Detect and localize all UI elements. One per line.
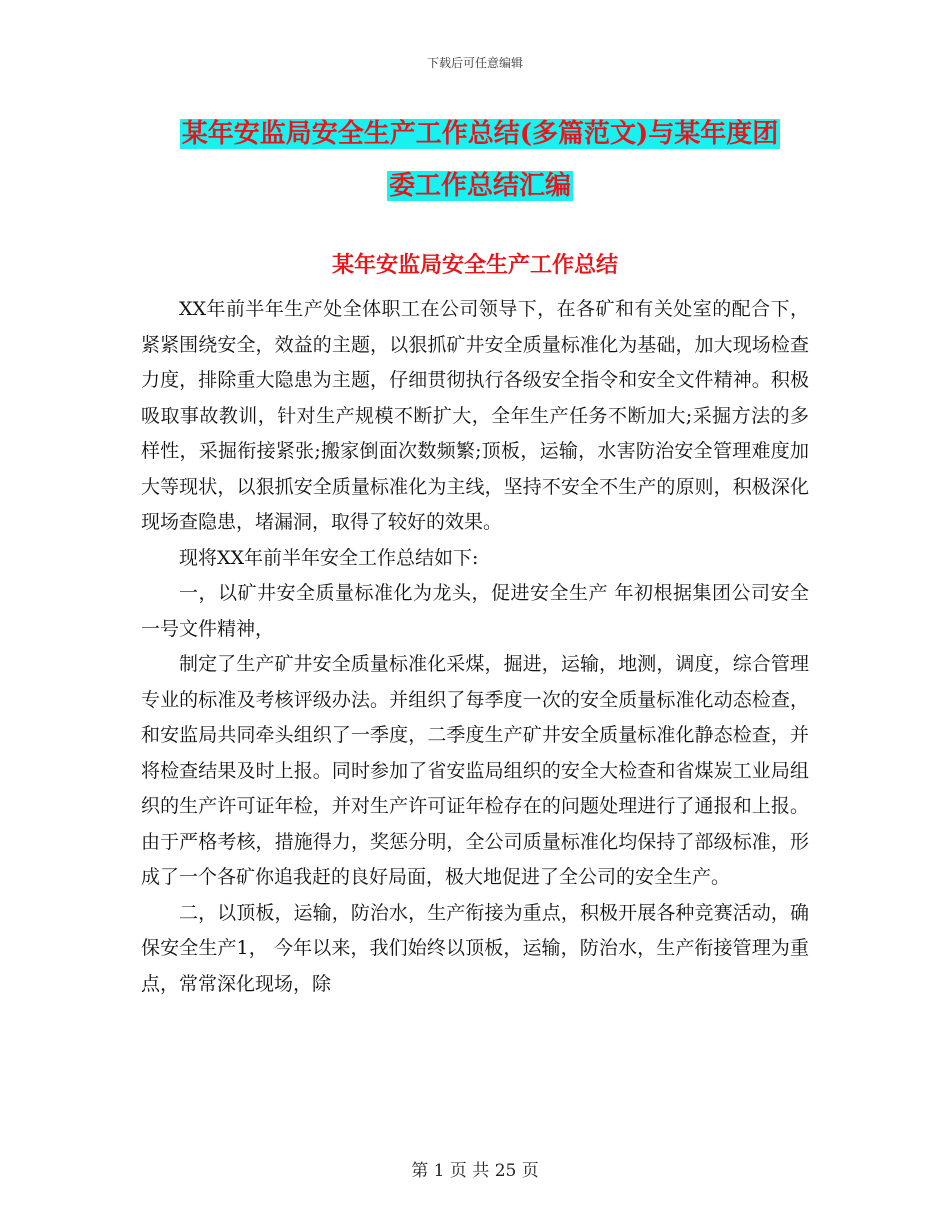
paragraph: XX年前半年生产处全体职工在公司领导下，在各矿和有关处室的配合下，紧紧围绕安全，效益的主题，以狠抓矿井安全质量标准化为基础，加大现场检查力度，排除重大隐患为主题，仔细贯彻执行各级安全指令和安全文件精神。积极吸取事故教训，针对生产规模不断扩大，全年生产任务不断加大;采掘方法的多样性，采掘衔接紧张;搬家倒面次数频繁;顶板，运输，水害防治安全管理难度加大等现状，以狠抓安全质量标准化为主线，坚持不安全不生产的原则，积极深化现场查隐患，堵漏洞，取得了较好的效果。 <box>141 298 809 533</box>
page-footer: 第 1 页 共 25 页 <box>411 1161 539 1181</box>
paragraph: 一，以矿井安全质量标准化为龙头，促进安全生产 年初根据集团公司安全一号文件精神， <box>141 582 809 640</box>
paragraph: 二，以顶板，运输，防治水，生产衔接为重点，积极开展各种竞赛活动，确保安全生产1， 今年以来，我们始终以顶板，运输，防治水，生产衔接管理为重点，常常深化现场，除 <box>141 901 809 995</box>
section-title: 某年安监局安全生产工作总结 <box>331 252 618 278</box>
paragraph: 制定了生产矿井安全质量标准化采煤，掘进，运输，地测，调度，综合管理专业的标准及考核评级办法。并组织了每季度一次的安全质量标准化动态检查，和安监局共同牵头组织了一季度，二季度生产矿井安全质量标准化静态检查，并将检查结果及时上报。同时参加了省安监局组织的安全大检查和省煤炭工业局组织的生产许可证年检，并对生产许可证年检存在的问题处理进行了通报和上报。由于严格考核，措施得力，奖惩分明，全公司质量标准化均保持了部级标准，形成了一个各矿你追我赶的良好局面，极大地促进了全公司的安全生产。 <box>141 653 809 888</box>
document-title-line2: 委工作总结汇编 <box>388 171 571 201</box>
document-title <box>150 108 810 212</box>
document-title-line1: 某年安监局安全生产工作总结(多篇范文)与某年度团 <box>181 119 779 149</box>
body-text <box>141 292 809 1002</box>
header-note: 下载后可任意编辑 <box>426 56 523 70</box>
paragraph: 现将XX年前半年安全工作总结如下: <box>179 546 479 569</box>
